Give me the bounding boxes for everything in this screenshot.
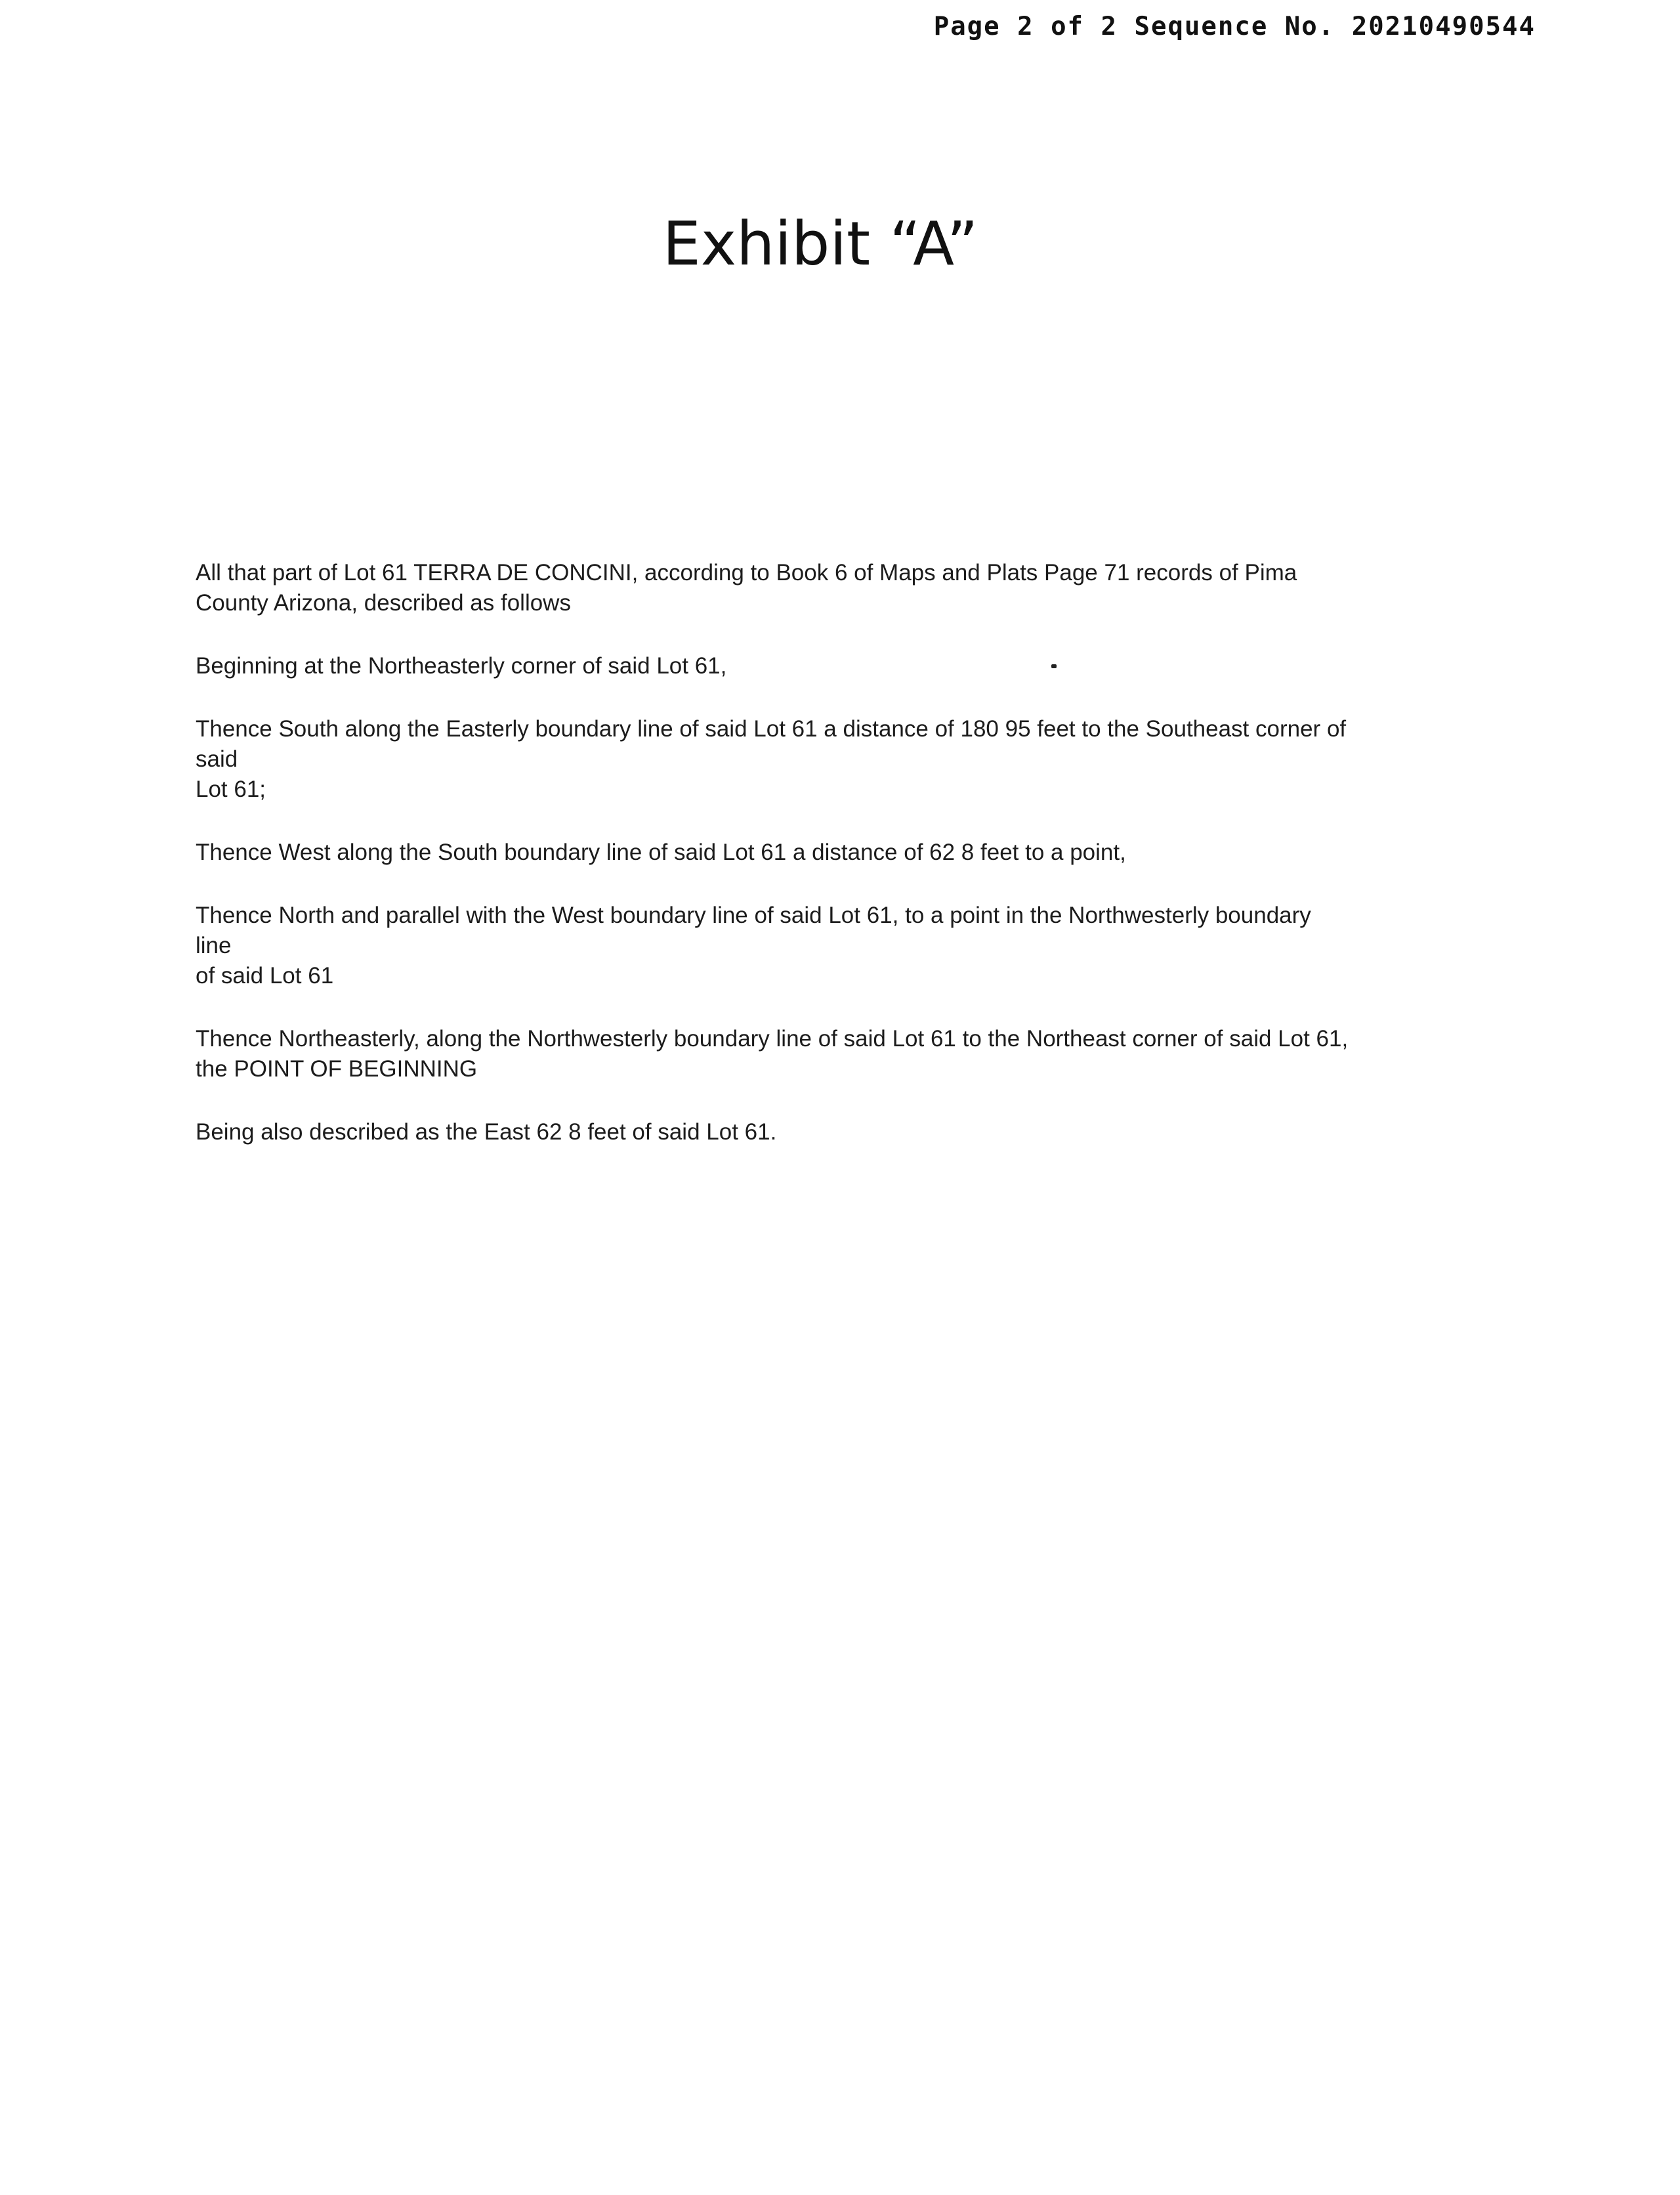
- paragraph-thence-south: [196, 714, 1561, 805]
- paragraph-thence-northeasterly: [196, 1024, 1561, 1084]
- exhibit-title: Exhibit “A”: [662, 209, 978, 279]
- paragraph-being-also: [196, 1117, 1561, 1147]
- text-line: said: [196, 746, 238, 772]
- text-line: Lot 61;: [196, 777, 266, 802]
- text-line: Thence Northeasterly, along the Northwesterly boundary line of said Lot 61 to the Northeast corner of said Lot 61,: [196, 1026, 1349, 1052]
- paragraph-thence-north: [196, 901, 1561, 991]
- paragraph-lot-description: [196, 558, 1561, 618]
- paragraph-thence-west: [196, 838, 1561, 868]
- paragraph-beginning: [196, 651, 1561, 681]
- text-line: Being also described as the East 62 8 feet of said Lot 61.: [196, 1119, 777, 1145]
- text-line: County Arizona, described as follows: [196, 590, 571, 616]
- page-sequence-stamp: Page 2 of 2 Sequence No. 20210490544: [933, 12, 1536, 41]
- text-line: Thence North and parallel with the West boundary line of said Lot 61, to a point in the Northwesterly boundary: [196, 903, 1311, 928]
- text-line: of said Lot 61: [196, 963, 334, 989]
- legal-description: [196, 558, 1561, 1180]
- text-line: Thence South along the Easterly boundary line of said Lot 61 a distance of 180 95 feet to the Southeast corner of: [196, 716, 1347, 742]
- text-line: All that part of Lot 61 TERRA DE CONCINI, according to Book 6 of Maps and Plats Page 71 records of Pima: [196, 560, 1297, 586]
- text-line: Thence West along the South boundary line of said Lot 61 a distance of 62 8 feet to a point,: [196, 840, 1126, 865]
- text-line: Beginning at the Northeasterly corner of said Lot 61,: [196, 653, 727, 679]
- text-line: line: [196, 933, 232, 958]
- text-line: the POINT OF BEGINNING: [196, 1056, 478, 1082]
